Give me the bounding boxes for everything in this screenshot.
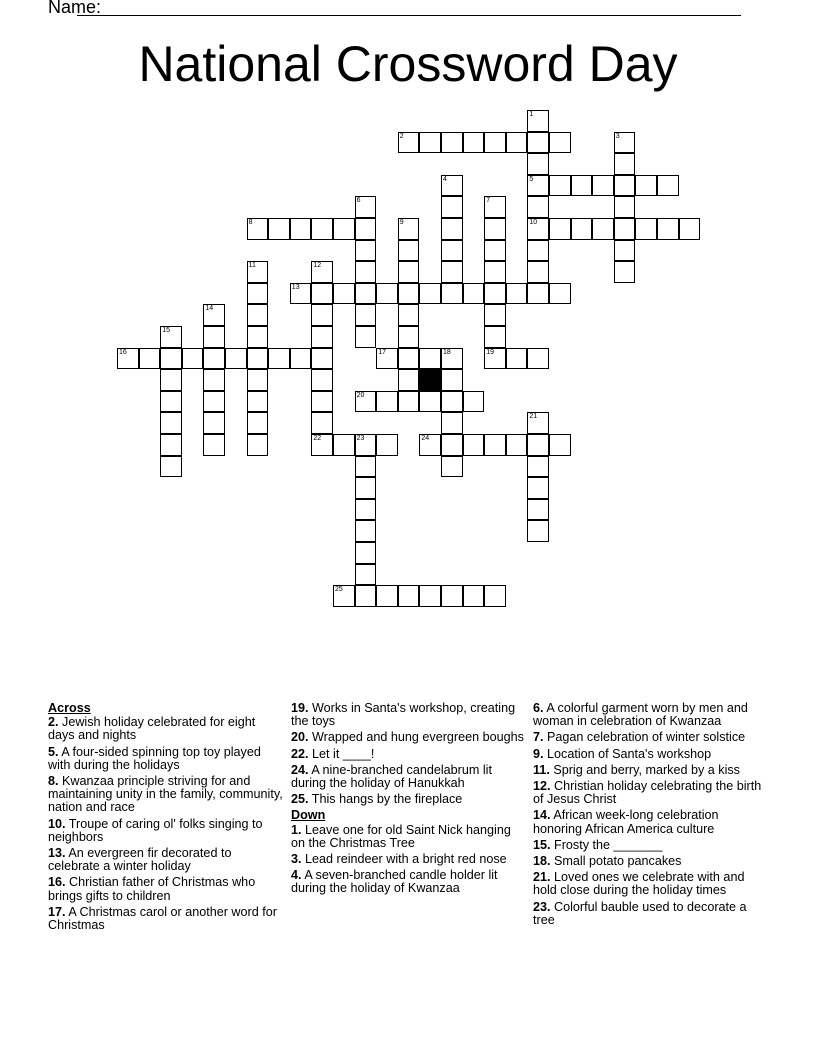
grid-cell[interactable] [441, 132, 463, 154]
grid-cell[interactable] [311, 348, 333, 370]
grid-cell[interactable] [311, 434, 333, 456]
grid-cell[interactable] [484, 261, 506, 283]
grid-cell[interactable] [311, 261, 333, 283]
clue-down-1: 1. Leave one for old Saint Nick hanging on the Christmas Tree [291, 822, 511, 850]
grid-cell[interactable] [484, 218, 506, 240]
grid-cell[interactable] [527, 218, 549, 240]
grid-cell[interactable] [203, 304, 225, 326]
grid-cell[interactable] [398, 391, 420, 413]
grid-cell[interactable] [355, 434, 377, 456]
grid-cell[interactable] [441, 412, 463, 434]
across-heading: Across [48, 701, 91, 715]
grid-cell[interactable] [484, 434, 506, 456]
grid-cell[interactable] [549, 218, 571, 240]
grid-cell[interactable] [333, 434, 355, 456]
grid-cell[interactable] [355, 542, 377, 564]
grid-cell[interactable] [527, 348, 549, 370]
grid-cell[interactable] [290, 283, 312, 305]
clue-number: 8 [248, 219, 253, 226]
clue-number: 23 [356, 435, 365, 442]
grid-cell[interactable] [484, 196, 506, 218]
grid-cell[interactable] [247, 304, 269, 326]
grid-cell[interactable] [225, 348, 247, 370]
clue-down-12: 12. Christian holiday celebrating the birth of Jesus Christ [533, 779, 762, 807]
grid-cell[interactable] [441, 585, 463, 607]
grid-cell[interactable] [419, 132, 441, 154]
clue-across-5: 5. A four-sided spinning top toy played with during the holidays [48, 744, 261, 772]
grid-cell[interactable] [290, 348, 312, 370]
grid-cell[interactable] [355, 456, 377, 478]
grid-cell[interactable] [484, 304, 506, 326]
clue-number: 4 [443, 175, 447, 183]
clue-across-17: 17. A Christmas carol or another word for Christmas [48, 904, 277, 933]
grid-cell[interactable] [527, 261, 549, 283]
grid-cell[interactable] [635, 218, 657, 240]
grid-cell[interactable] [506, 283, 528, 305]
grid-cell[interactable] [268, 218, 290, 240]
grid-cell[interactable] [311, 326, 333, 348]
grid-cell[interactable] [571, 175, 593, 197]
grid-cell[interactable] [527, 153, 549, 175]
clues-column-2 [291, 702, 526, 899]
grid-cell[interactable] [160, 434, 182, 456]
grid-cell[interactable] [549, 132, 571, 154]
grid-cell[interactable] [247, 434, 269, 456]
grid-cell[interactable] [506, 434, 528, 456]
grid-cell[interactable] [311, 391, 333, 413]
grid-cell[interactable] [527, 412, 549, 434]
clue-number: 20 [356, 391, 365, 399]
clue-number: 24 [421, 435, 430, 442]
grid-cell[interactable] [355, 564, 377, 586]
grid-cell[interactable] [463, 434, 485, 456]
grid-cell[interactable] [160, 412, 182, 434]
grid-cell[interactable] [203, 412, 225, 434]
grid-cell[interactable] [463, 585, 485, 607]
clue-number: 21 [529, 413, 538, 421]
grid-cell[interactable] [247, 326, 269, 348]
grid-cell[interactable] [355, 326, 377, 348]
grid-cell[interactable] [484, 585, 506, 607]
grid-cell[interactable] [484, 283, 506, 305]
grid-cell[interactable] [419, 585, 441, 607]
grid-cell[interactable] [290, 218, 312, 240]
clue-number: 19 [486, 348, 494, 356]
clue-across-2: 2. Jewish holiday celebrated for eight days and nights [48, 715, 256, 743]
grid-cell[interactable] [268, 348, 290, 370]
grid-cell[interactable] [355, 218, 377, 240]
clue-number: 13 [291, 283, 300, 291]
grid-cell[interactable] [160, 456, 182, 478]
grid-cell[interactable] [463, 132, 485, 154]
grid-cell[interactable] [484, 240, 506, 262]
grid-cell[interactable] [247, 348, 269, 370]
clue-number: 1 [529, 111, 534, 118]
grid-cell[interactable] [527, 434, 549, 456]
clue-number: 16 [119, 348, 127, 356]
page-title: National Crossword Day [138, 36, 678, 92]
clue-down-21: 21. Loved ones we celebrate with and hold close during the holiday times [533, 870, 745, 898]
grid-cell[interactable] [376, 585, 398, 607]
clue-number: 14 [205, 305, 214, 313]
grid-cell[interactable] [527, 175, 549, 197]
grid-cell[interactable] [117, 348, 139, 370]
grid-cell[interactable] [355, 499, 377, 521]
grid-cell[interactable] [160, 369, 182, 391]
grid-cell[interactable] [506, 132, 528, 154]
grid-cell[interactable] [614, 132, 636, 154]
grid-cell[interactable] [463, 283, 485, 305]
grid-cell[interactable] [441, 240, 463, 262]
grid-cell[interactable] [203, 391, 225, 413]
clue-number: 3 [615, 132, 620, 140]
grid-cell[interactable] [160, 348, 182, 370]
grid-cell[interactable] [355, 391, 377, 413]
grid-cell[interactable] [527, 499, 549, 521]
grid-cell[interactable] [247, 369, 269, 391]
grid-cell[interactable] [441, 456, 463, 478]
clue-number: 11 [248, 262, 256, 270]
grid-cell[interactable] [333, 283, 355, 305]
grid-cell[interactable] [311, 283, 333, 305]
grid-cell[interactable] [247, 391, 269, 413]
grid-cell[interactable] [247, 283, 269, 305]
grid-cell[interactable] [355, 304, 377, 326]
clue-down-15: 15. Frosty the _______ [533, 837, 663, 852]
grid-cell[interactable] [398, 369, 420, 391]
grid-cell[interactable] [355, 196, 377, 218]
clue-down-6: 6. A colorful garment worn by men and woman in celebration of Kwanzaa [533, 701, 748, 729]
clue-across-25: 25. This hangs by the fireplace [291, 792, 463, 807]
grid-cell[interactable] [333, 218, 355, 240]
grid-cell[interactable] [398, 218, 420, 240]
grid-cell[interactable] [203, 348, 225, 370]
grid-cell[interactable] [419, 283, 441, 305]
grid-cell[interactable] [203, 369, 225, 391]
grid-cell[interactable] [614, 218, 636, 240]
clue-number: 18 [443, 348, 451, 356]
grid-cell[interactable] [527, 240, 549, 262]
grid-cell[interactable] [419, 348, 441, 370]
grid-cell[interactable] [311, 412, 333, 434]
down-heading: Down [291, 808, 326, 823]
grid-cell[interactable] [247, 261, 269, 283]
clue-down-3: 3. Lead reindeer with a bright red nose [291, 852, 507, 867]
grid-cell[interactable] [160, 326, 182, 348]
clue-down-9: 9. Location of Santa's workshop [533, 746, 712, 761]
grid-cell[interactable] [657, 218, 679, 240]
grid-cell[interactable] [614, 261, 636, 283]
clue-number: 2 [399, 132, 404, 140]
grid-cell[interactable] [614, 175, 636, 197]
grid-cell[interactable] [484, 326, 506, 348]
clue-number: 17 [378, 348, 386, 356]
grid-cell[interactable] [571, 218, 593, 240]
grid-cell[interactable] [441, 261, 463, 283]
grid-cell[interactable] [549, 283, 571, 305]
grid-cell[interactable] [398, 240, 420, 262]
grid-cell[interactable] [398, 304, 420, 326]
grid-cell[interactable] [247, 412, 269, 434]
grid-cell[interactable] [311, 304, 333, 326]
grid-cell[interactable] [398, 283, 420, 305]
clue-across-19: 19. Works in Santa's workshop, creating the toys [291, 701, 516, 729]
grid-cell[interactable] [376, 391, 398, 413]
clue-number: 15 [162, 327, 170, 334]
grid-cell[interactable] [203, 326, 225, 348]
grid-cell[interactable] [549, 175, 571, 197]
clue-across-10: 10. Troupe of caring ol' folks singing to neighbors [48, 816, 263, 844]
black-cell [419, 369, 441, 391]
grid-cell[interactable] [635, 175, 657, 197]
grid-cell[interactable] [311, 369, 333, 391]
grid-cell[interactable] [355, 240, 377, 262]
grid-cell[interactable] [463, 391, 485, 413]
clue-down-4: 4. A seven-branched candle holder lit during the holiday of Kwanzaa [291, 868, 498, 896]
grid-cell[interactable] [679, 218, 701, 240]
grid-cell[interactable] [441, 348, 463, 370]
clue-down-14: 14. African week-long celebration honoring African America culture [533, 808, 719, 836]
grid-cell[interactable] [527, 132, 549, 154]
grid-cell[interactable] [484, 348, 506, 370]
grid-cell[interactable] [355, 261, 377, 283]
grid-cell[interactable] [398, 132, 420, 154]
clue-down-18: 18. Small potato pancakes [533, 854, 682, 869]
grid-cell[interactable] [441, 175, 463, 197]
clue-across-8: 8. Kwanzaa principle striving for and maintaining unity in the family, community, nation and race [48, 774, 283, 815]
grid-cell[interactable] [527, 196, 549, 218]
clue-across-16: 16. Christian father of Christmas who brings gifts to children [48, 875, 256, 903]
grid-cell[interactable] [506, 348, 528, 370]
grid-cell[interactable] [592, 218, 614, 240]
clue-across-22: 22. Let it ____! [291, 746, 375, 761]
grid-cell[interactable] [398, 326, 420, 348]
grid-cell[interactable] [355, 520, 377, 542]
clues-column-1 [48, 702, 283, 935]
clue-number: 5 [529, 175, 534, 183]
grid-cell[interactable] [441, 196, 463, 218]
clue-number: 7 [486, 197, 491, 205]
grid-cell[interactable] [355, 477, 377, 499]
grid-cell[interactable] [527, 456, 549, 478]
grid-cell[interactable] [441, 283, 463, 305]
grid-cell[interactable] [376, 348, 398, 370]
grid-cell[interactable] [203, 434, 225, 456]
grid-cell[interactable] [333, 585, 355, 607]
grid-cell[interactable] [614, 196, 636, 218]
name-label: Name: [48, 0, 102, 17]
clues-column-3 [533, 702, 768, 930]
clue-down-7: 7. Pagan celebration of winter solstice [533, 730, 746, 745]
clue-number: 25 [335, 586, 343, 594]
grid-cell[interactable] [527, 520, 549, 542]
grid-cell[interactable] [527, 477, 549, 499]
grid-cell[interactable] [592, 175, 614, 197]
grid-cell[interactable] [614, 240, 636, 262]
grid-cell[interactable] [484, 132, 506, 154]
grid-cell[interactable] [657, 175, 679, 197]
grid-cell[interactable] [527, 110, 549, 132]
grid-cell[interactable] [247, 218, 269, 240]
clue-number: 12 [313, 262, 322, 270]
clue-number: 22 [313, 435, 322, 442]
grid-cell[interactable] [139, 348, 161, 370]
grid-cell[interactable] [398, 585, 420, 607]
grid-cell[interactable] [311, 218, 333, 240]
clue-number: 10 [529, 219, 538, 226]
clue-down-11: 11. Sprig and berry, marked by a kiss [533, 762, 740, 777]
grid-cell[interactable] [182, 348, 204, 370]
grid-cell[interactable] [419, 391, 441, 413]
grid-cell[interactable] [441, 369, 463, 391]
grid-cell[interactable] [441, 218, 463, 240]
grid-cell[interactable] [398, 348, 420, 370]
grid-cell[interactable] [419, 434, 441, 456]
grid-cell[interactable] [398, 261, 420, 283]
clue-across-24: 24. A nine-branched candelabrum lit during the holiday of Hanukkah [291, 762, 492, 791]
clue-across-13: 13. An evergreen fir decorated to celebrate a winter holiday [48, 846, 232, 874]
clue-number: 6 [356, 197, 361, 205]
clue-down-23: 23. Colorful bauble used to decorate a tree [533, 899, 747, 927]
grid-cell[interactable] [355, 283, 377, 305]
grid-cell[interactable] [160, 391, 182, 413]
grid-cell[interactable] [441, 434, 463, 456]
grid-cell[interactable] [376, 283, 398, 305]
grid-cell[interactable] [355, 585, 377, 607]
clue-number: 9 [399, 219, 404, 226]
grid-cell[interactable] [441, 391, 463, 413]
grid-cell[interactable] [614, 153, 636, 175]
grid-cell[interactable] [527, 283, 549, 305]
grid-cell[interactable] [376, 434, 398, 456]
grid-cell[interactable] [549, 434, 571, 456]
clue-across-20: 20. Wrapped and hung evergreen boughs [291, 730, 524, 745]
